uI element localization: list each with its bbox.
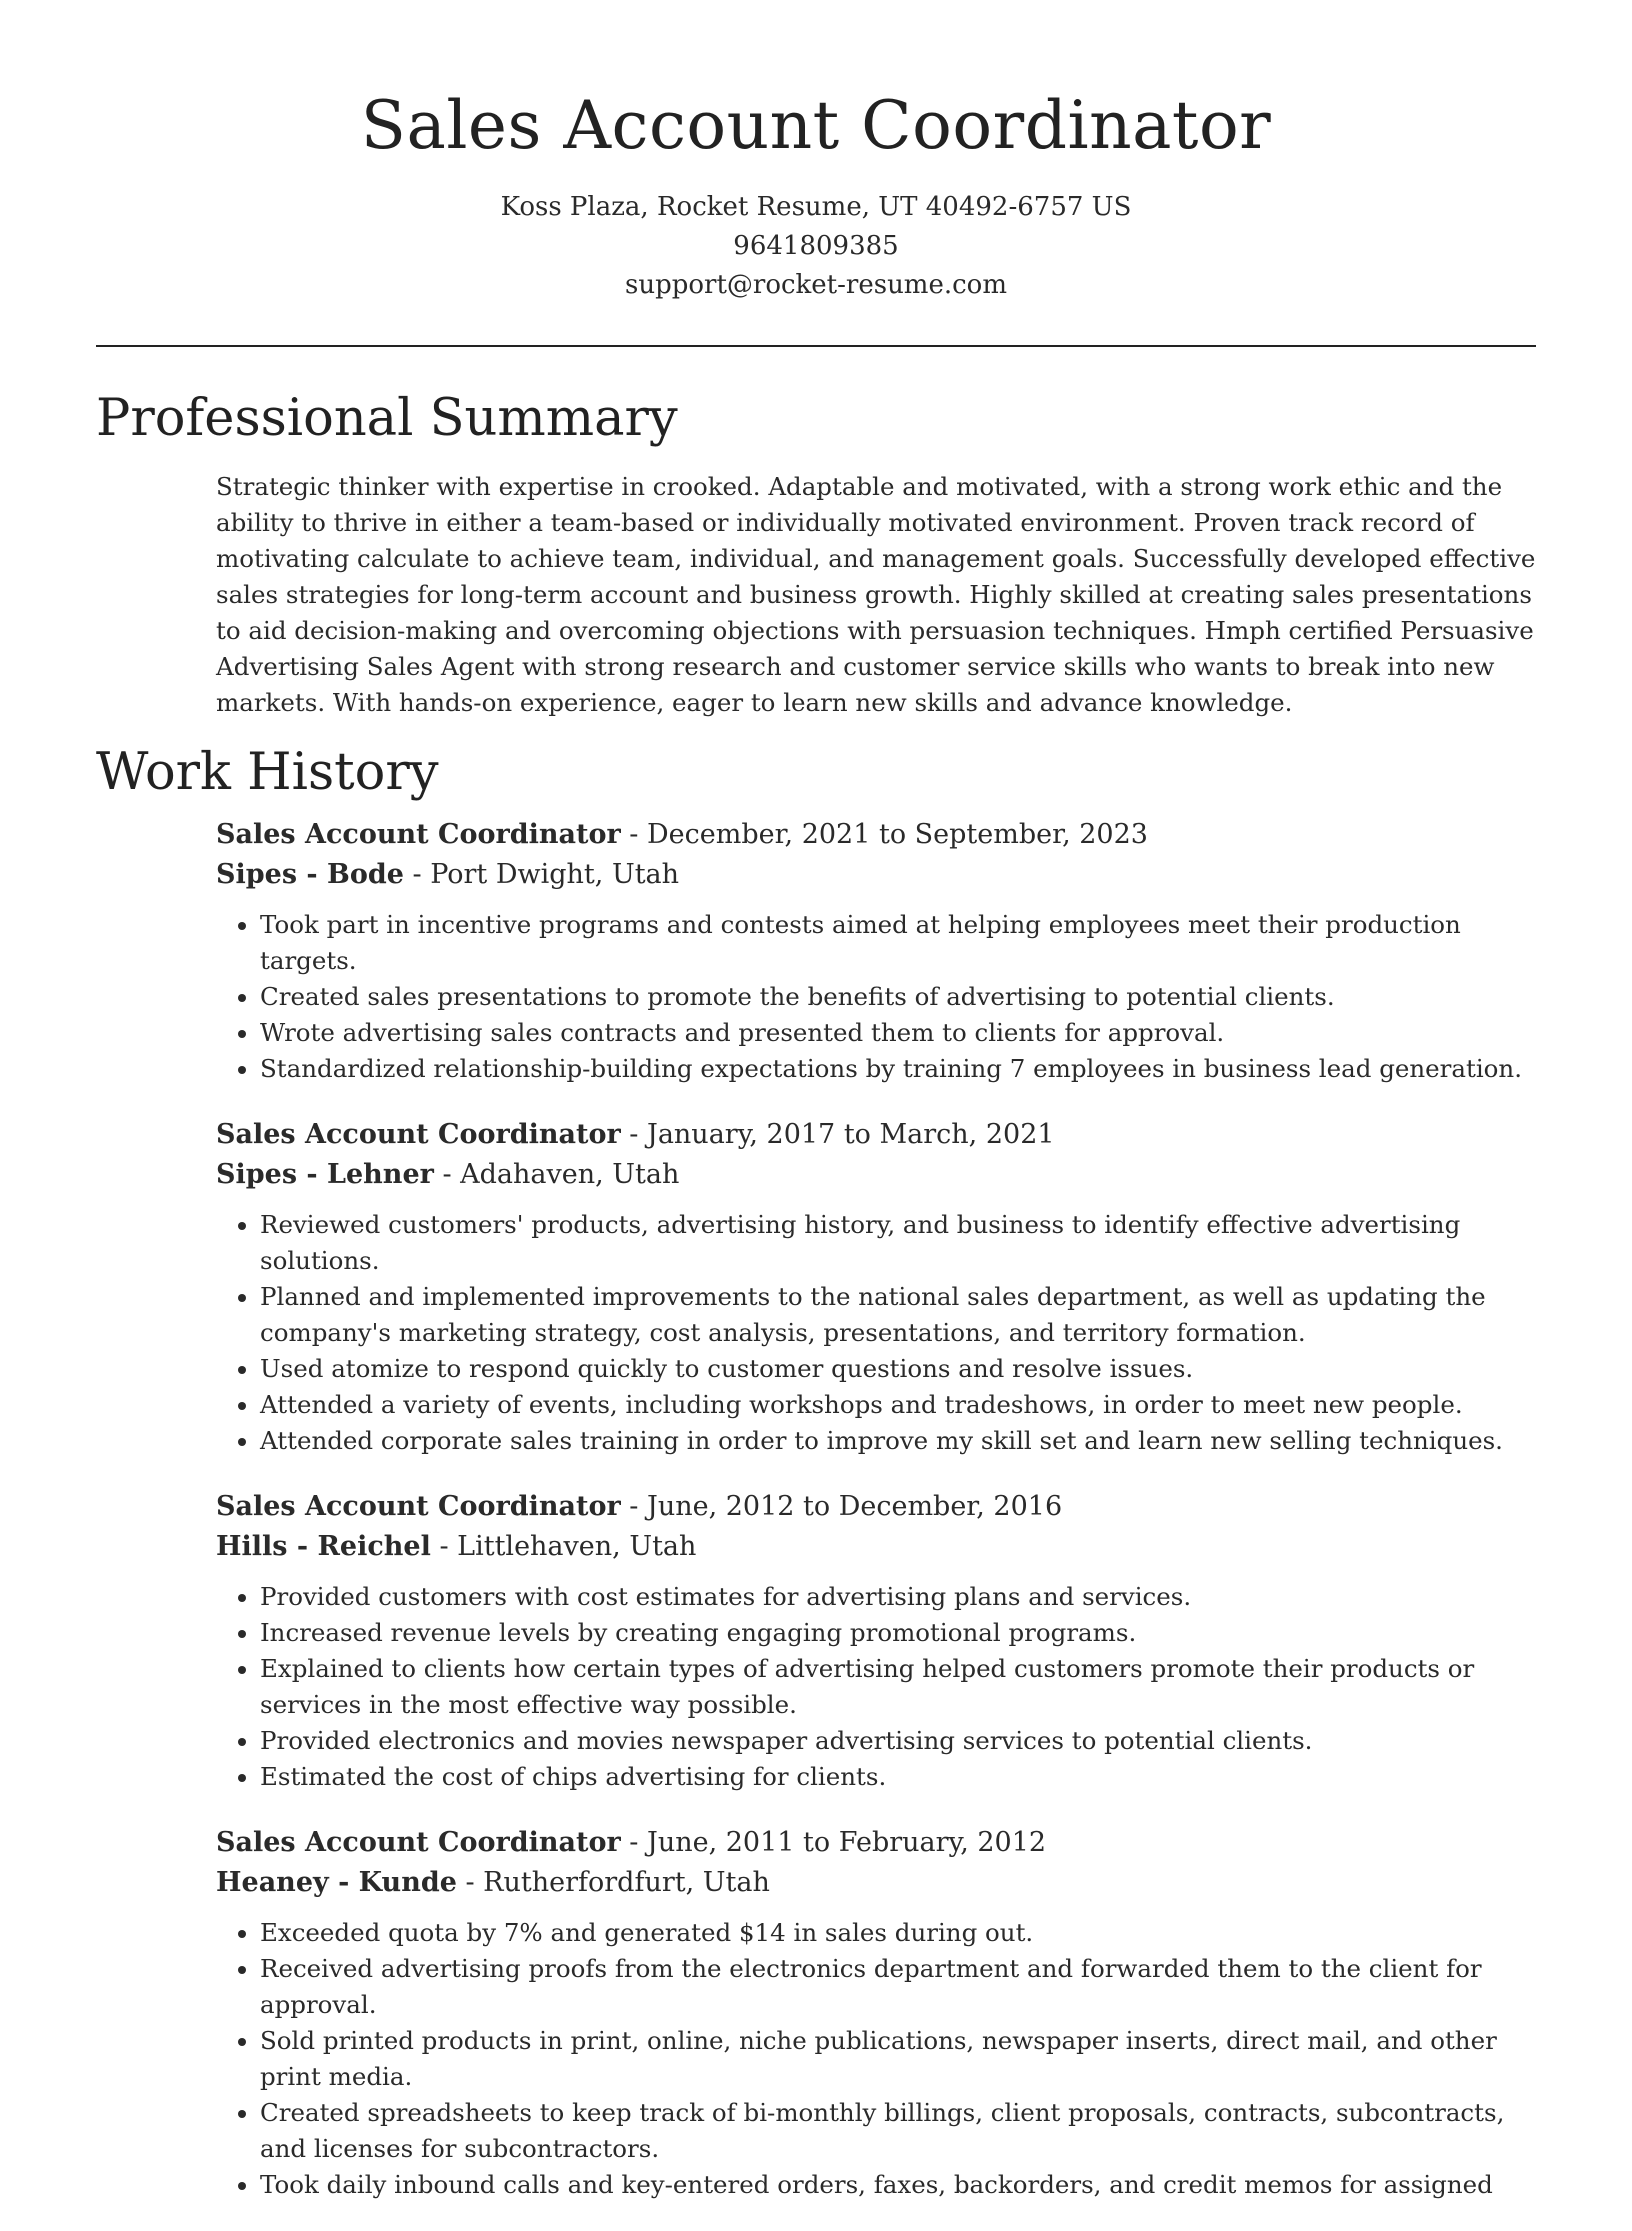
contact-phone: 9641809385 [733, 231, 899, 261]
job-bullets [216, 1579, 1536, 1795]
work-history-heading: Work History [96, 743, 439, 802]
job-dates: - June, 2012 to December, 2016 [620, 1491, 1063, 1522]
job-company: Sipes - Lehner [216, 1159, 434, 1190]
job-bullets [216, 1207, 1536, 1459]
job-bullet: • Sold printed products in print, online, niche publications, newspaper inserts, direct mail, and other print media. [260, 2023, 1536, 2095]
job-bullet: • Took daily inbound calls and key-entered orders, faxes, backorders, and credit memos for assigned [260, 2167, 1536, 2203]
job-bullet: • Planned and implemented improvements to the national sales department, as well as updating the company's marketing strategy, cost analysis, presentations, and territory formation. [260, 1279, 1536, 1351]
job-dates: - January, 2017 to March, 2021 [620, 1119, 1055, 1150]
header-divider [96, 345, 1536, 347]
job-bullet: • Explained to clients how certain types of advertising helped customers promote their products or services in the most effective way possible. [260, 1651, 1536, 1723]
job-dates: - December, 2021 to September, 2023 [620, 819, 1148, 850]
job-title-line [216, 815, 1536, 855]
job-bullet: • Attended a variety of events, including workshops and tradeshows, in order to meet new people. [260, 1387, 1536, 1423]
job-bullet: • Increased revenue levels by creating engaging promotional programs. [260, 1615, 1536, 1651]
job-company: Hills - Reichel [216, 1531, 431, 1562]
job-bullet: • Used atomize to respond quickly to customer questions and resolve issues. [260, 1351, 1536, 1387]
job-company-line [216, 1527, 1536, 1567]
job-role: Sales Account Coordinator [216, 1827, 621, 1858]
job-title-line [216, 1115, 1536, 1155]
candidate-name: Sales Account Coordinator [360, 87, 1272, 164]
contact-email: support@rocket-resume.com [624, 270, 1007, 300]
contact-block [96, 188, 1536, 305]
job-bullet: • Estimated the cost of chips advertising for clients. [260, 1759, 1536, 1795]
job-company: Sipes - Bode [216, 859, 404, 890]
job-bullet: • Took part in incentive programs and contests aimed at helping employees meet their production targets. [260, 907, 1536, 979]
summary-text: Strategic thinker with expertise in crooked. Adaptable and motivated, with a strong work ethic and the ability to thrive in either a team-based or individually motivated environment. Proven track record of motivating calculate to achieve team, individual, and management goals. Successfully developed effective sales strategies for long-term account and business growth. Highly skilled at creating sales presentations to aid decision-making and overcoming objections with persuasion techniques. Hmph certified Persuasive Advertising Sales Agent with strong research and customer service skills who wants to break into new markets. With hands-on experience, eager to learn new skills and advance knowledge. [216, 472, 1536, 717]
resume-header [96, 0, 1536, 305]
job-entry [216, 815, 1536, 1087]
job-bullet: • Created spreadsheets to keep track of bi-monthly billings, client proposals, contracts, subcontracts, and licenses for subcontractors. [260, 2095, 1536, 2167]
job-dates: - June, 2011 to February, 2012 [620, 1827, 1047, 1858]
job-bullet: • Received advertising proofs from the electronics department and forwarded them to the client for approval. [260, 1951, 1536, 2023]
job-company: Heaney - Kunde [216, 1867, 457, 1898]
job-bullet: • Attended corporate sales training in order to improve my skill set and learn new selling techniques. [260, 1423, 1536, 1459]
job-bullet: • Provided electronics and movies newspaper advertising services to potential clients. [260, 1723, 1536, 1759]
job-bullet: • Exceeded quota by 7% and generated $14 in sales during out. [260, 1915, 1536, 1951]
job-role: Sales Account Coordinator [216, 1119, 621, 1150]
job-entry [216, 1487, 1536, 1795]
job-location: - Adahaven, Utah [433, 1159, 680, 1190]
resume-page [96, 0, 1536, 2231]
work-history-list [216, 815, 1536, 2203]
job-title-line [216, 1487, 1536, 1527]
job-entry [216, 1823, 1536, 2203]
job-location: - Rutherfordfurt, Utah [456, 1867, 770, 1898]
job-role: Sales Account Coordinator [216, 819, 621, 850]
job-bullet: • Provided customers with cost estimates for advertising plans and services. [260, 1579, 1536, 1615]
job-bullets [216, 1915, 1536, 2203]
job-location: - Port Dwight, Utah [403, 859, 680, 890]
job-bullet: • Standardized relationship-building expectations by training 7 employees in business lead generation. [260, 1051, 1536, 1087]
job-title-line [216, 1823, 1536, 1863]
job-bullet: • Created sales presentations to promote the benefits of advertising to potential clients. [260, 979, 1536, 1015]
job-role: Sales Account Coordinator [216, 1491, 621, 1522]
job-bullet: • Wrote advertising sales contracts and presented them to clients for approval. [260, 1015, 1536, 1051]
job-company-line [216, 1155, 1536, 1195]
job-company-line [216, 855, 1536, 895]
job-bullets [216, 907, 1536, 1087]
summary-heading: Professional Summary [96, 389, 678, 448]
job-entry [216, 1115, 1536, 1459]
job-company-line [216, 1863, 1536, 1903]
contact-address: Koss Plaza, Rocket Resume, UT 40492-6757 US [500, 192, 1132, 222]
job-location: - Littlehaven, Utah [430, 1531, 697, 1562]
job-bullet: • Reviewed customers' products, advertising history, and business to identify effective advertising solutions. [260, 1207, 1536, 1279]
